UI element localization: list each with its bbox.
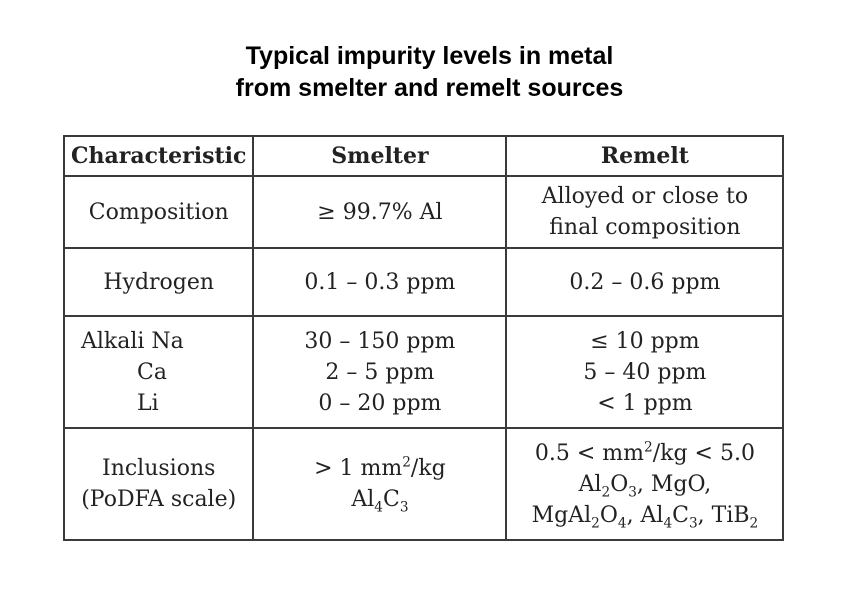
cell-hydrogen-remelt: 0.2 – 0.6 ppm [506, 248, 783, 316]
cell-hydrogen-smelter: 0.1 – 0.3 ppm [253, 248, 506, 316]
cell-composition-label: Composition [64, 176, 253, 248]
inclusions-label-line-2: (PoDFA scale) [81, 487, 237, 512]
alkali-label-na: Alkali Na [81, 328, 184, 354]
inclusions-remelt-line-1 [513, 438, 776, 469]
subscript: 2 [749, 514, 759, 531]
inclusions-remelt-line-2 [513, 469, 776, 500]
cell-composition-smelter: ≥ 99.7% Al [253, 176, 506, 248]
cell-alkali-label [64, 316, 253, 428]
subscript: 3 [628, 483, 637, 500]
superscript: 2 [644, 439, 653, 456]
subscript: 2 [591, 514, 600, 531]
text-fragment: Al [578, 471, 602, 497]
inclusions-smelter-line-2 [260, 484, 499, 515]
subscript: 3 [399, 499, 409, 516]
alkali-label-ca: Ca [137, 359, 167, 385]
alkali-smelter-li: 0 – 20 ppm [318, 390, 442, 416]
inclusions-label-line-1: Inclusions [102, 456, 216, 481]
cell-inclusions-smelter [253, 428, 506, 540]
text-fragment: , TiB [697, 502, 750, 528]
cell-alkali-remelt [506, 316, 783, 428]
text-fragment: > 1 mm [314, 456, 403, 481]
table-header-row [64, 136, 783, 176]
cell-inclusions-label [64, 428, 253, 540]
alkali-smelter-ca: 2 – 5 ppm [325, 359, 435, 385]
inclusions-remelt-line-3 [513, 500, 776, 531]
subscript: 4 [663, 514, 673, 531]
text-fragment: O [610, 471, 629, 497]
alkali-remelt-li: < 1 ppm [597, 390, 693, 416]
superscript: 2 [402, 454, 411, 471]
cell-composition-remelt [506, 176, 783, 248]
subscript: 4 [374, 499, 383, 516]
subscript: 3 [689, 514, 698, 531]
text-fragment: C [672, 502, 689, 528]
text-fragment: MgAl [531, 502, 592, 528]
cell-alkali-smelter [253, 316, 506, 428]
page-title [0, 40, 859, 104]
header-remelt: Remelt [506, 136, 783, 176]
text-fragment: , MgO, [636, 471, 712, 497]
text-fragment: O [599, 502, 618, 528]
text-fragment: Al [351, 487, 375, 512]
cell-hydrogen-label: Hydrogen [64, 248, 253, 316]
table-row-alkali [64, 316, 783, 428]
text-fragment: 0.5 < mm [534, 440, 645, 466]
text-fragment: , Al [626, 502, 664, 528]
subscript: 2 [601, 483, 611, 500]
alkali-remelt-na: ≤ 10 ppm [590, 328, 700, 354]
title-line-1: Typical impurity levels in metal [245, 42, 614, 70]
table-row-hydrogen [64, 248, 783, 316]
cell-inclusions-remelt [506, 428, 783, 540]
text-fragment: C [382, 487, 400, 512]
header-characteristic: Characteristic [64, 136, 253, 176]
text-fragment: /kg < 5.0 [652, 440, 755, 466]
table-row-composition [64, 176, 783, 248]
composition-remelt-line-1: Alloyed or close to [541, 184, 749, 209]
composition-remelt-line-2: final composition [549, 215, 741, 240]
impurity-table [63, 135, 784, 541]
table-row-inclusions [64, 428, 783, 540]
subscript: 4 [617, 514, 627, 531]
header-smelter: Smelter [253, 136, 506, 176]
text-fragment: /kg [410, 456, 446, 481]
alkali-label-li: Li [137, 390, 159, 416]
inclusions-smelter-line-1 [260, 453, 499, 484]
alkali-smelter-na: 30 – 150 ppm [304, 328, 456, 354]
title-line-2: from smelter and remelt sources [235, 74, 624, 102]
alkali-remelt-ca: 5 – 40 ppm [583, 359, 707, 385]
